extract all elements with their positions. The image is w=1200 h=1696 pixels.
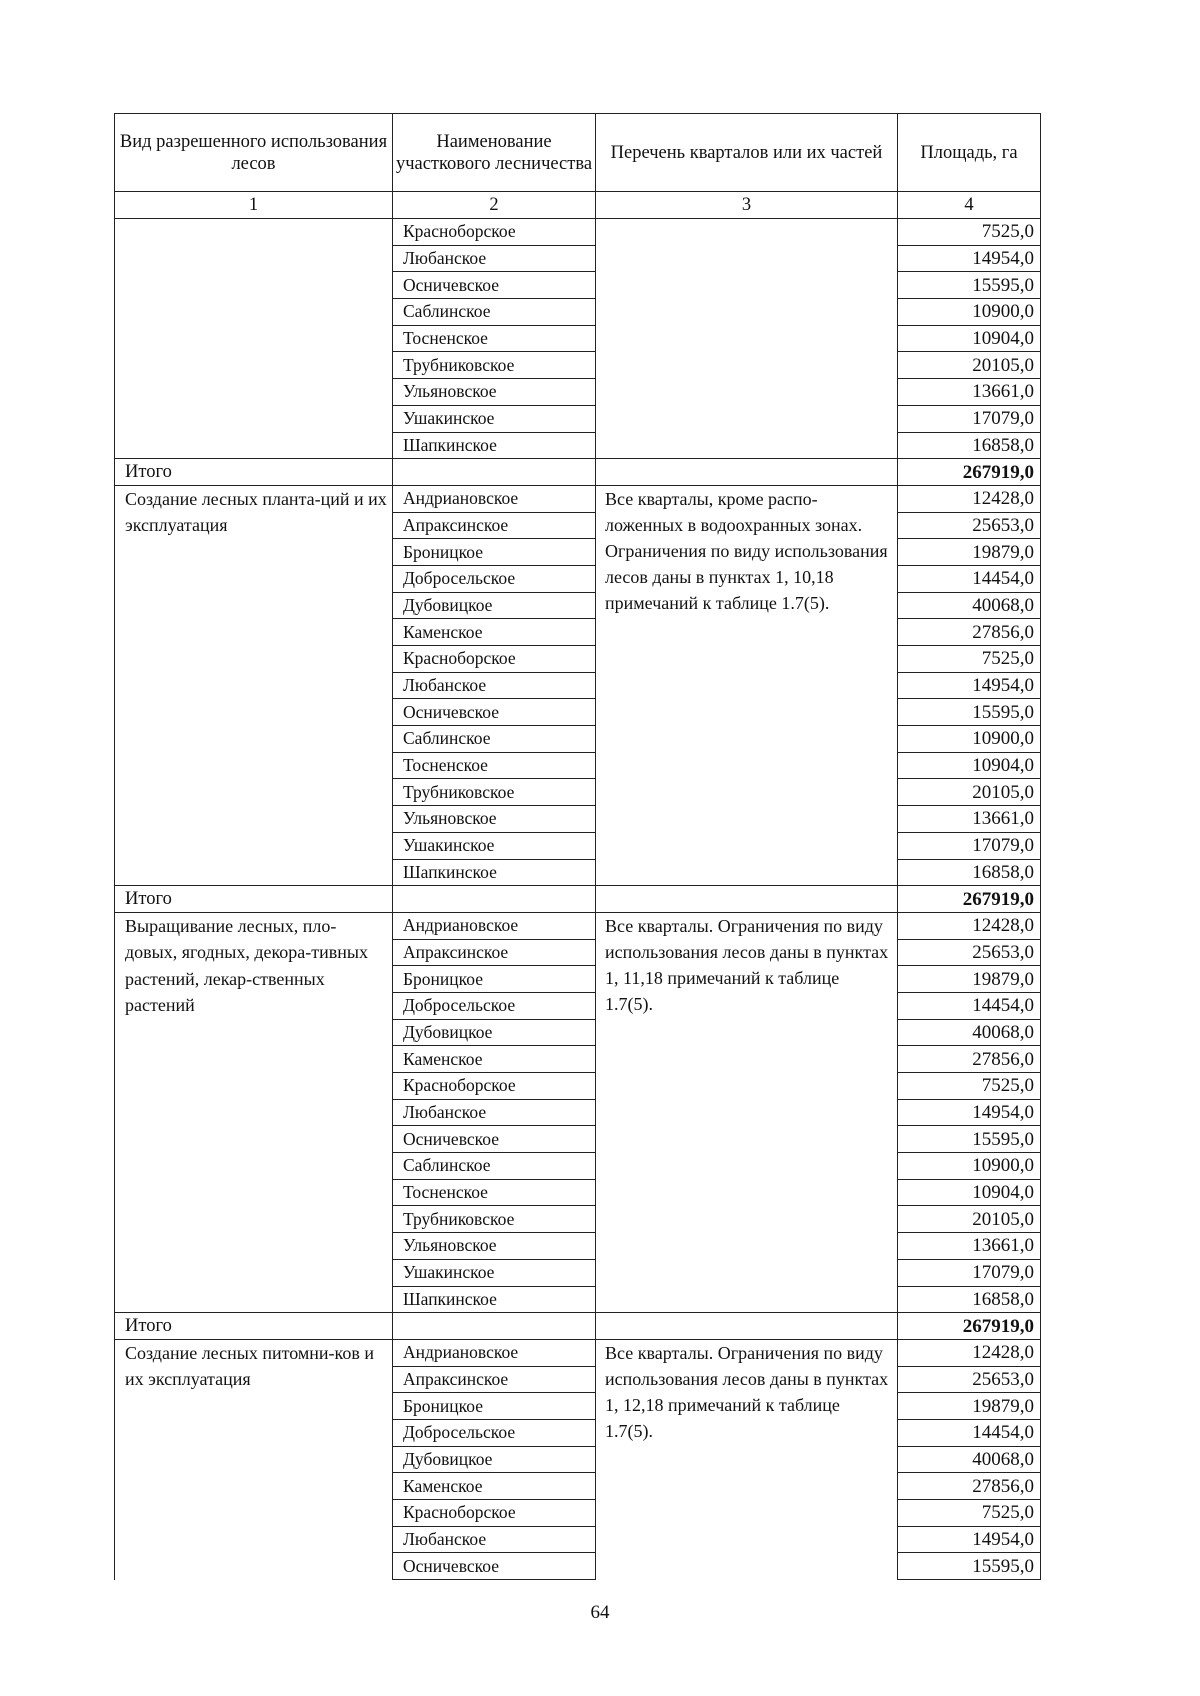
area-cell: 7525,0 [898, 219, 1041, 246]
use-type-cell: Создание лесных планта-ций и их эксплуатация [115, 485, 393, 885]
forestry-name-cell: Шапкинское [393, 1286, 596, 1313]
area-cell: 10900,0 [898, 299, 1041, 326]
area-cell: 17079,0 [898, 832, 1041, 859]
forestry-name-cell: Андриановское [393, 1339, 596, 1366]
total-empty-cell [393, 1313, 596, 1340]
total-empty-cell [596, 1313, 898, 1340]
use-type-cell: Выращивание лесных, пло-довых, ягодных, декора-тивных растений, лекар-ственных растений [115, 912, 393, 1312]
area-cell: 40068,0 [898, 592, 1041, 619]
forestry-name-cell: Тосненское [393, 1179, 596, 1206]
forestry-name-cell: Любанское [393, 1099, 596, 1126]
forestry-name-cell: Ульяновское [393, 1233, 596, 1260]
area-cell: 20105,0 [898, 352, 1041, 379]
forestry-name-cell: Добросельское [393, 565, 596, 592]
forestry-name-cell: Осничевское [393, 1553, 596, 1580]
area-cell: 10904,0 [898, 1179, 1041, 1206]
forestry-name-cell: Любанское [393, 1526, 596, 1553]
area-cell: 40068,0 [898, 1019, 1041, 1046]
forestry-name-cell: Каменское [393, 1046, 596, 1073]
area-cell: 15595,0 [898, 272, 1041, 299]
area-cell: 15595,0 [898, 1553, 1041, 1580]
table-row [115, 1339, 1041, 1366]
area-cell: 15595,0 [898, 699, 1041, 726]
area-cell: 40068,0 [898, 1446, 1041, 1473]
forestry-name-cell: Броницкое [393, 1393, 596, 1420]
forestry-name-cell: Саблинское [393, 1153, 596, 1180]
forestry-name-cell: Шапкинское [393, 432, 596, 459]
use-type-cell [115, 219, 393, 459]
area-cell: 12428,0 [898, 485, 1041, 512]
area-cell: 17079,0 [898, 1259, 1041, 1286]
area-cell: 10900,0 [898, 726, 1041, 753]
total-area: 267919,0 [898, 459, 1041, 486]
forestry-name-cell: Каменское [393, 1473, 596, 1500]
forestry-name-cell: Саблинское [393, 299, 596, 326]
forestry-name-cell: Трубниковское [393, 779, 596, 806]
forestry-name-cell: Ушакинское [393, 832, 596, 859]
total-empty-cell [596, 459, 898, 486]
table-row [115, 485, 1041, 512]
area-cell: 19879,0 [898, 539, 1041, 566]
table-row [115, 912, 1041, 939]
column-number-4: 4 [898, 192, 1041, 219]
column-number-1: 1 [115, 192, 393, 219]
total-area: 267919,0 [898, 1313, 1041, 1340]
area-cell: 19879,0 [898, 1393, 1041, 1420]
page-number: 64 [590, 1602, 610, 1623]
area-cell: 12428,0 [898, 912, 1041, 939]
forestry-name-cell: Андриановское [393, 912, 596, 939]
area-cell: 12428,0 [898, 1339, 1041, 1366]
area-cell: 14454,0 [898, 1419, 1041, 1446]
area-cell: 10904,0 [898, 325, 1041, 352]
forestry-name-cell: Дубовицкое [393, 1446, 596, 1473]
total-label: Итого [115, 459, 393, 486]
table-row [115, 219, 1041, 246]
area-cell: 13661,0 [898, 1233, 1041, 1260]
area-cell: 14954,0 [898, 245, 1041, 272]
area-cell: 14954,0 [898, 1526, 1041, 1553]
area-cell: 17079,0 [898, 405, 1041, 432]
area-cell: 27856,0 [898, 1046, 1041, 1073]
forestry-name-cell: Дубовицкое [393, 1019, 596, 1046]
area-cell: 15595,0 [898, 1126, 1041, 1153]
forest-use-table [114, 113, 1041, 1580]
column-number-row [115, 192, 1041, 219]
forestry-name-cell: Осничевское [393, 272, 596, 299]
header-row [115, 114, 1041, 192]
quarters-note-cell [596, 219, 898, 459]
forestry-name-cell: Ушакинское [393, 1259, 596, 1286]
forestry-name-cell: Добросельское [393, 992, 596, 1019]
area-cell: 13661,0 [898, 806, 1041, 833]
forestry-name-cell: Красноборское [393, 1073, 596, 1100]
header-forestry-name: Наименование участкового лесничества [393, 114, 596, 192]
area-cell: 20105,0 [898, 1206, 1041, 1233]
total-empty-cell [393, 886, 596, 913]
forestry-name-cell: Дубовицкое [393, 592, 596, 619]
total-area: 267919,0 [898, 886, 1041, 913]
area-cell: 10904,0 [898, 752, 1041, 779]
total-empty-cell [393, 459, 596, 486]
area-cell: 16858,0 [898, 432, 1041, 459]
area-cell: 7525,0 [898, 1500, 1041, 1527]
column-number-2: 2 [393, 192, 596, 219]
forestry-name-cell: Шапкинское [393, 859, 596, 886]
forestry-name-cell: Апраксинское [393, 939, 596, 966]
forestry-name-cell: Осничевское [393, 1126, 596, 1153]
area-cell: 16858,0 [898, 859, 1041, 886]
forestry-name-cell: Ульяновское [393, 379, 596, 406]
total-row [115, 459, 1041, 486]
area-cell: 16858,0 [898, 1286, 1041, 1313]
forestry-name-cell: Красноборское [393, 1500, 596, 1527]
forestry-name-cell: Любанское [393, 245, 596, 272]
area-cell: 25653,0 [898, 1366, 1041, 1393]
area-cell: 27856,0 [898, 1473, 1041, 1500]
area-cell: 14954,0 [898, 1099, 1041, 1126]
area-cell: 20105,0 [898, 779, 1041, 806]
forestry-name-cell: Ушакинское [393, 405, 596, 432]
forestry-name-cell: Саблинское [393, 726, 596, 753]
forestry-name-cell: Ульяновское [393, 806, 596, 833]
use-type-cell: Создание лесных питомни-ков и их эксплуатация [115, 1339, 393, 1579]
header-use-type: Вид разрешенного использования лесов [115, 114, 393, 192]
forestry-name-cell: Апраксинское [393, 512, 596, 539]
forestry-name-cell: Осничевское [393, 699, 596, 726]
area-cell: 10900,0 [898, 1153, 1041, 1180]
forestry-name-cell: Трубниковское [393, 1206, 596, 1233]
forestry-name-cell: Апраксинское [393, 1366, 596, 1393]
forestry-name-cell: Тосненское [393, 752, 596, 779]
area-cell: 27856,0 [898, 619, 1041, 646]
area-cell: 25653,0 [898, 512, 1041, 539]
total-empty-cell [596, 886, 898, 913]
quarters-note-cell: Все кварталы. Ограничения по виду использования лесов даны в пунктах 1, 12,18 примечаний к таблице 1.7(5). [596, 1339, 898, 1579]
column-number-3: 3 [596, 192, 898, 219]
area-cell: 14454,0 [898, 992, 1041, 1019]
area-cell: 7525,0 [898, 1073, 1041, 1100]
area-cell: 25653,0 [898, 939, 1041, 966]
forestry-name-cell: Броницкое [393, 966, 596, 993]
forestry-name-cell: Красноборское [393, 646, 596, 673]
area-cell: 7525,0 [898, 646, 1041, 673]
forestry-name-cell: Красноборское [393, 219, 596, 246]
total-row [115, 886, 1041, 913]
forestry-name-cell: Тосненское [393, 325, 596, 352]
total-row [115, 1313, 1041, 1340]
total-label: Итого [115, 1313, 393, 1340]
area-cell: 13661,0 [898, 379, 1041, 406]
area-cell: 19879,0 [898, 966, 1041, 993]
area-cell: 14454,0 [898, 565, 1041, 592]
table-body [115, 114, 1041, 1580]
area-cell: 14954,0 [898, 672, 1041, 699]
header-quarters-list: Перечень кварталов или их частей [596, 114, 898, 192]
forestry-name-cell: Трубниковское [393, 352, 596, 379]
total-label: Итого [115, 886, 393, 913]
quarters-note-cell: Все кварталы. Ограничения по виду использования лесов даны в пунктах 1, 11,18 примечаний к таблице 1.7(5). [596, 912, 898, 1312]
forestry-name-cell: Каменское [393, 619, 596, 646]
forestry-name-cell: Андриановское [393, 485, 596, 512]
quarters-note-cell: Все кварталы, кроме распо-ложенных в водоохранных зонах. Ограничения по виду использования лесов даны в пунктах 1, 10,18 примечаний к таблице 1.7(5). [596, 485, 898, 885]
header-area: Площадь, га [898, 114, 1041, 192]
forestry-name-cell: Броницкое [393, 539, 596, 566]
forestry-name-cell: Добросельское [393, 1419, 596, 1446]
forestry-name-cell: Любанское [393, 672, 596, 699]
